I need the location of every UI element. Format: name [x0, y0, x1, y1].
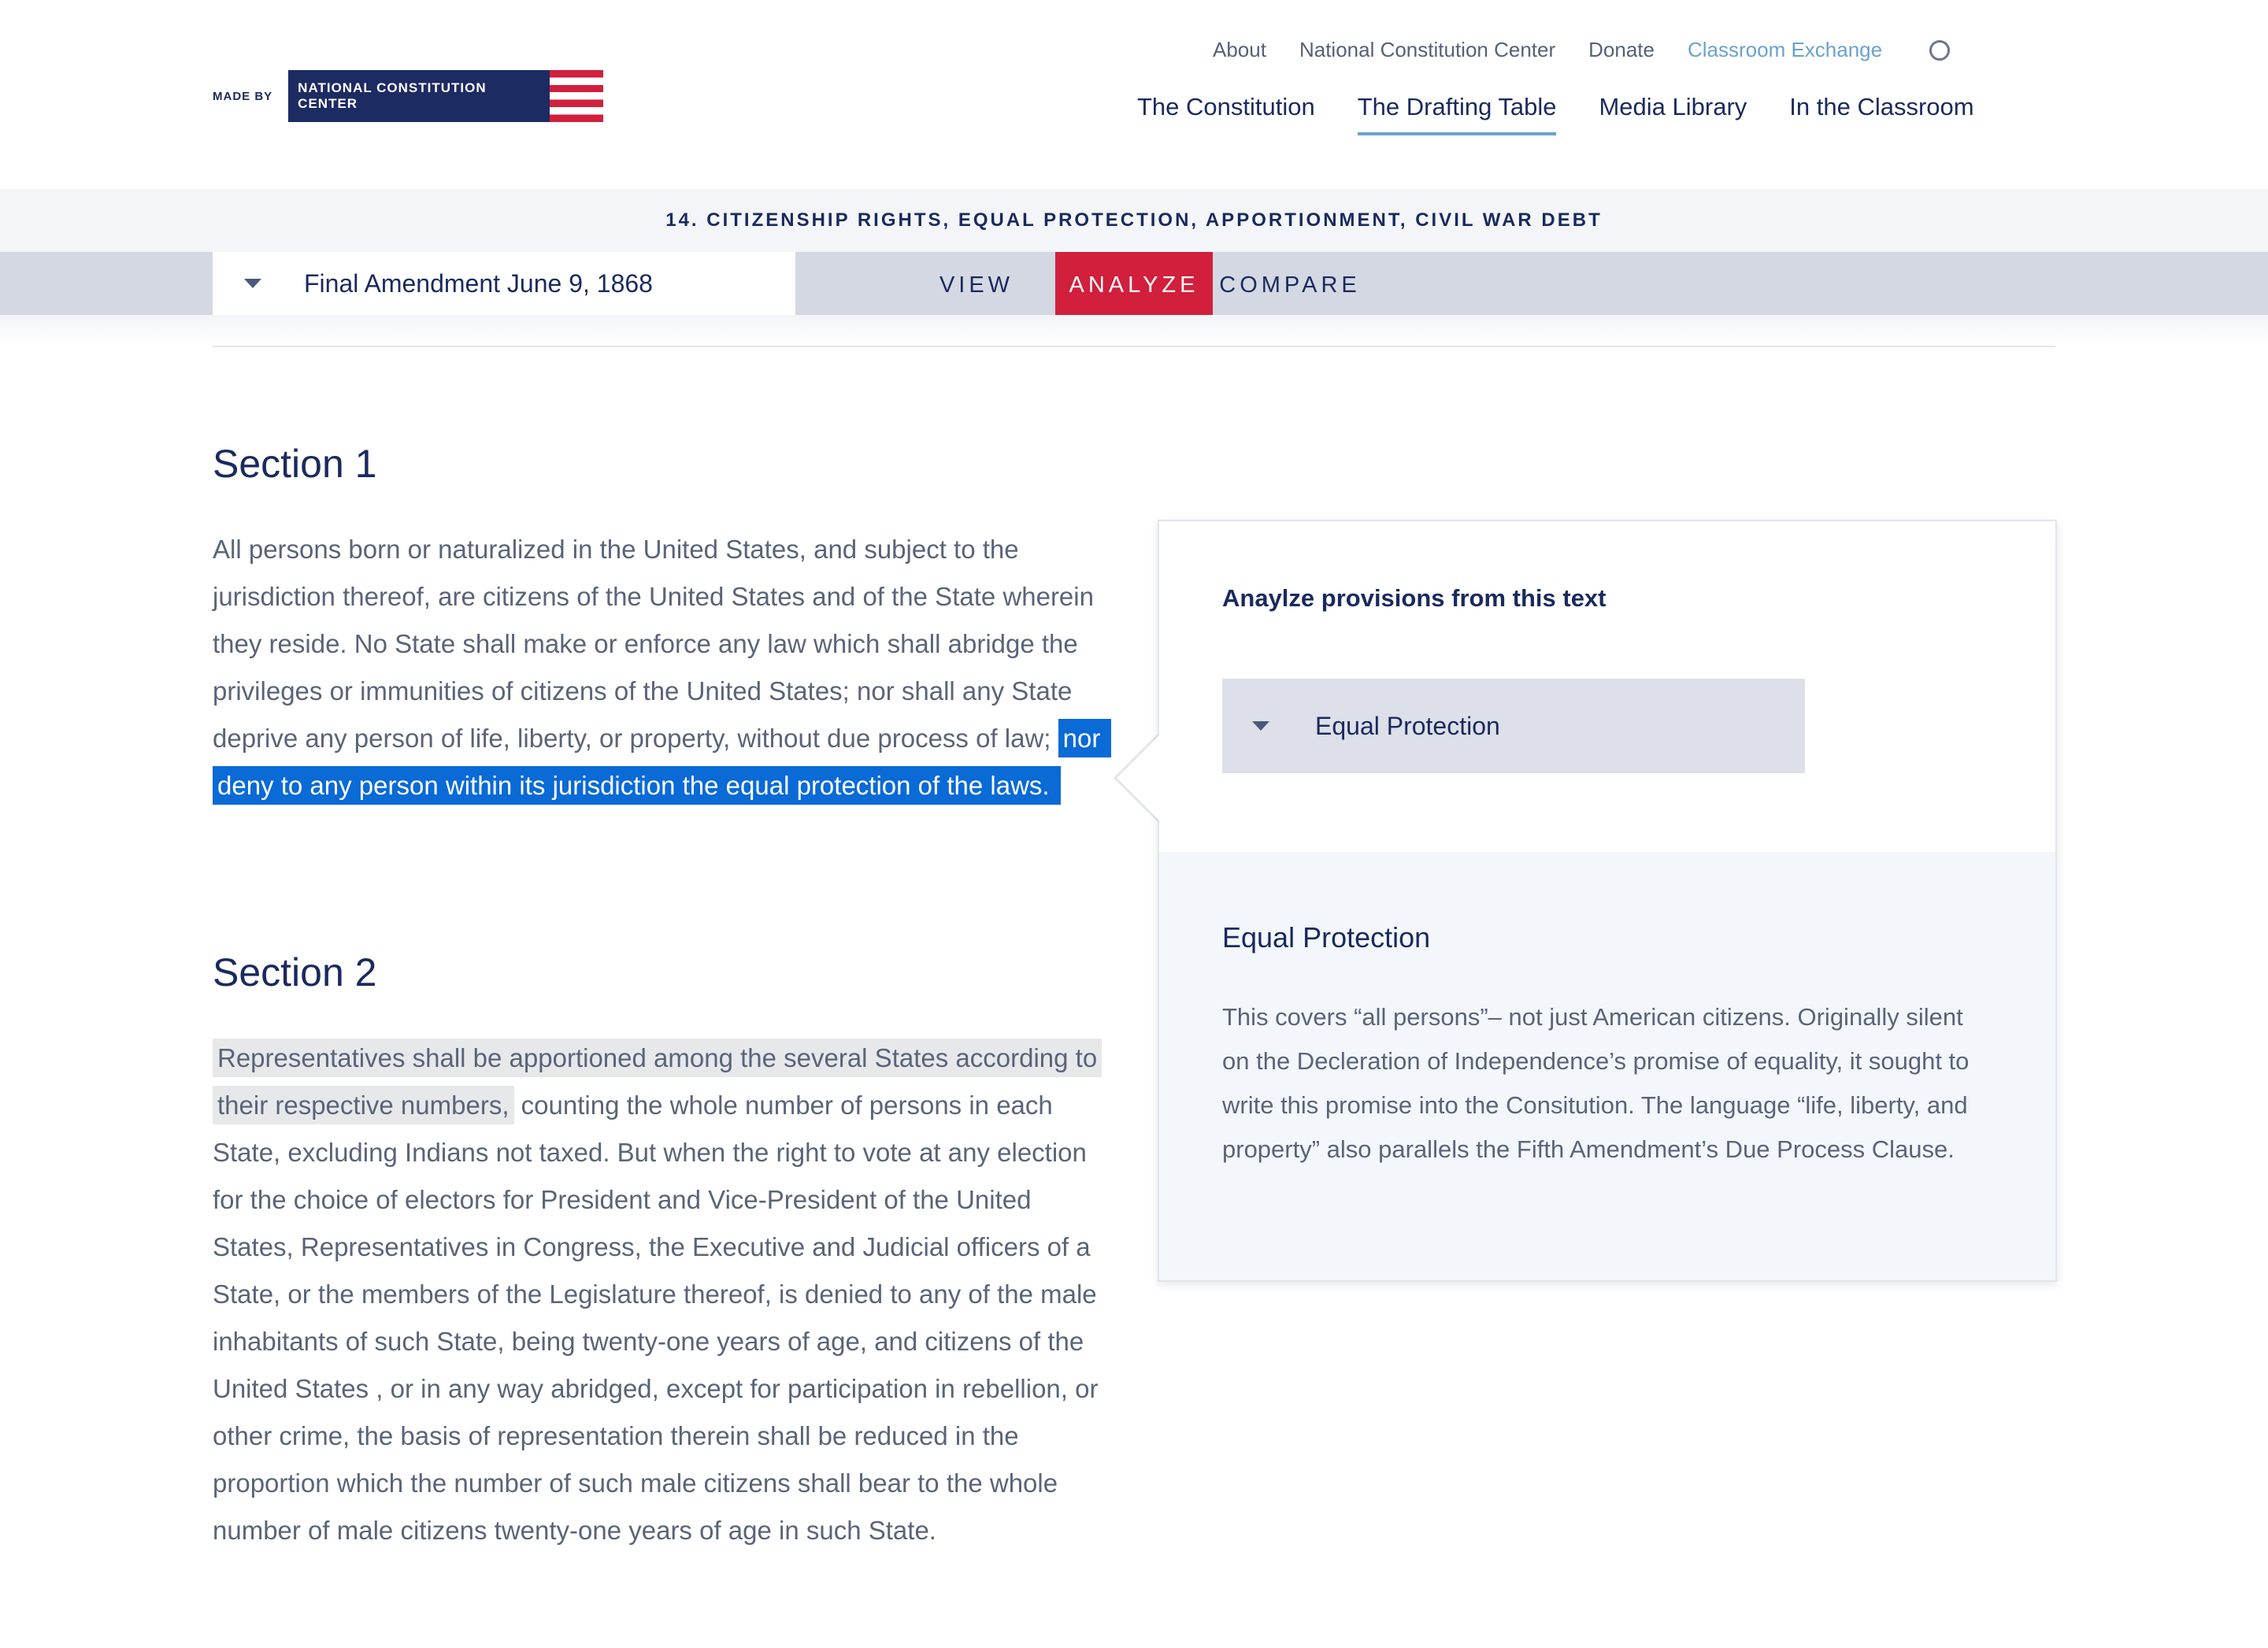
section-1-heading: Section 1: [213, 442, 377, 486]
nav-the-constitution[interactable]: The Constitution: [1137, 93, 1315, 120]
made-by-label: MADE BY: [213, 89, 273, 103]
section-2-text: [213, 1035, 1110, 1554]
section-1-selected-provision[interactable]: nor deny to any person within its jurisdiction the equal protection of the laws.: [213, 719, 1111, 805]
nav-in-the-classroom[interactable]: In the Classroom: [1789, 93, 1974, 120]
nav-the-drafting-table[interactable]: The Drafting Table: [1358, 93, 1557, 135]
amendment-toolbar: [0, 252, 2268, 315]
util-link-about[interactable]: About: [1213, 38, 1266, 61]
version-dropdown-value: Final Amendment June 9, 1868: [304, 268, 653, 298]
tab-view[interactable]: VIEW: [939, 272, 1014, 298]
nav-media-library[interactable]: Media Library: [1599, 93, 1747, 120]
analysis-title: Equal Protection: [1222, 921, 1431, 954]
analysis-panel-label: Anaylze provisions from this text: [1222, 584, 1606, 612]
toolbar-fade: [0, 315, 2268, 346]
section-2-provision-highlight[interactable]: Representatives shall be apportioned among the several States according to their respective numbers,: [213, 1039, 1102, 1124]
main-nav: [1137, 93, 1974, 135]
analysis-text: This covers “all persons”– not just American citizens. Originally silent on the Decleration of Independence’s promise of equality, it sought to write this promise into the Consitution. The language “life, liberty, and property” also parallels the Fifth Amendment’s Due Process Clause.: [1222, 1003, 1970, 1163]
version-dropdown[interactable]: [213, 252, 795, 315]
tab-compare[interactable]: COMPARE: [1219, 272, 1361, 298]
section-1-text-plain: All persons born or naturalized in the United States, and subject to the jurisdiction thereof, are citizens of the United States and of the State wherein they reside. No State shall make or enforce any law which shall abridge the privileges or immunities of citizens of the United States; nor shall any State deprive any person of life, liberty, or property, without due process of law;: [213, 535, 1094, 753]
ncc-logo[interactable]: [213, 70, 603, 122]
section-2-heading: Section 2: [213, 950, 377, 994]
utility-nav: [1213, 38, 1950, 62]
ncc-logo-wordmark: NATIONAL CONSTITUTION CENTER: [288, 70, 550, 122]
caret-down-icon: [1252, 721, 1269, 731]
site-header: [0, 0, 2268, 189]
analysis-panel-body: [1159, 852, 2055, 1280]
divider: [213, 346, 2055, 347]
section-1-text: [213, 526, 1110, 809]
util-link-ncc[interactable]: National Constitution Center: [1299, 38, 1556, 61]
section-2-text-plain: counting the whole number of persons in each State, excluding Indians not taxed. But when the right to vote at any election for the choice of electors for President and Vice-President of the United States, Representatives in Congress, the Executive and Judicial officers of a State, or the members of the Legislature thereof, is denied to any of the male inhabitants of such State, being twenty-one years of age, and citizens of the United States , or in any way abridged, except for participation in rebellion, or other crime, the basis of representation therein shall be reduced in the proportion which the number of such male citizens shall bear to the whole number of male citizens twenty-one years of age in such State.: [213, 1091, 1099, 1545]
util-link-donate[interactable]: Donate: [1588, 38, 1655, 61]
caret-down-icon: [244, 279, 261, 288]
provision-dropdown[interactable]: [1222, 679, 1805, 773]
analysis-panel: [1158, 520, 2057, 1282]
analysis-panel-header: [1159, 521, 2055, 852]
tab-analyze[interactable]: ANALYZE: [1055, 252, 1213, 315]
util-link-classroom-exchange[interactable]: Classroom Exchange: [1687, 38, 1883, 61]
flag-stripes-icon: [550, 70, 603, 122]
amendment-title: 14. CITIZENSHIP RIGHTS, EQUAL PROTECTION, APPORTIONMENT, CIVIL WAR DEBT: [0, 189, 2268, 252]
search-icon[interactable]: [1929, 40, 1950, 61]
provision-dropdown-value: Equal Protection: [1315, 711, 1500, 740]
panel-pointer-fill: [1117, 734, 1161, 822]
